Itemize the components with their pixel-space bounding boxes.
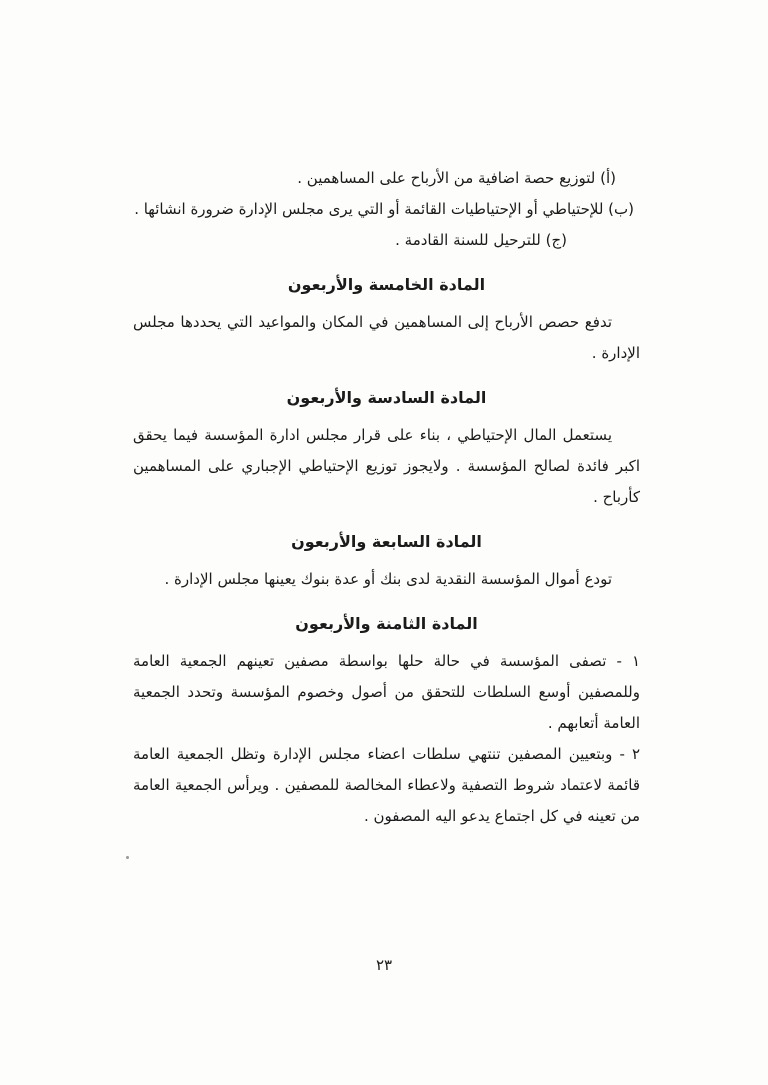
article-46-body: يستعمل المال الإحتياطي ، بناء على قرار مجلس ادارة المؤسسة فيما يحقق اكبر فائدة لصالح المؤسسة . ولايجوز توزيع الإحتياطي الإجباري على المساهمين كأرباح . [133, 426, 640, 506]
scan-speck [126, 856, 129, 859]
article-45-title: المادة الخامسة والأربعون [287, 275, 486, 294]
page-number: ٢٣ [375, 956, 393, 974]
article-48-item-1: ١ - تصفى المؤسسة في حالة حلها بواسطة مصفين تعينهم الجمعية العامة وللمصفين أوسع السلطات للتحقق من أصول وخصوم المؤسسة وتحدد الجمعية العامة أتعابهم . [133, 652, 640, 732]
article-46-title: المادة السادسة والأربعون [286, 388, 487, 407]
article-46 [133, 382, 640, 513]
article-47-body: تودع أموال المؤسسة النقدية لدى بنك أو عدة بنوك يعينها مجلس الإدارة . [164, 570, 612, 588]
list-item-b: (ب) للإحتياطي أو الإحتياطيات القائمة أو التي يرى مجلس الإدارة ضرورة انشائها . [134, 200, 634, 218]
list-item-c: (ج) للترحيل للسنة القادمة . [395, 231, 567, 249]
article-48-item-2: ٢ - وبتعيين المصفين تنتهي سلطات اعضاء مجلس الإدارة وتظل الجمعية العامة قائمة لاعتماد شروط التصفية ولاعطاء المخالصة للمصفين . ويرأس الجمعية العامة من تعينه في كل اجتماع يدعو اليه المصفون . [133, 745, 640, 825]
list-item-a: (أ) لتوزيع حصة اضافية من الأرباح على المساهمين . [297, 169, 616, 187]
article-48 [133, 608, 640, 832]
article-45 [133, 269, 640, 369]
article-45-body: تدفع حصص الأرباح إلى المساهمين في المكان والمواعيد التي يحددها مجلس الإدارة . [133, 313, 640, 362]
document-content [133, 163, 640, 832]
article-48-title: المادة الثامنة والأربعون [295, 614, 478, 633]
article-47-title: المادة السابعة والأربعون [291, 532, 482, 551]
article-47 [133, 526, 640, 595]
